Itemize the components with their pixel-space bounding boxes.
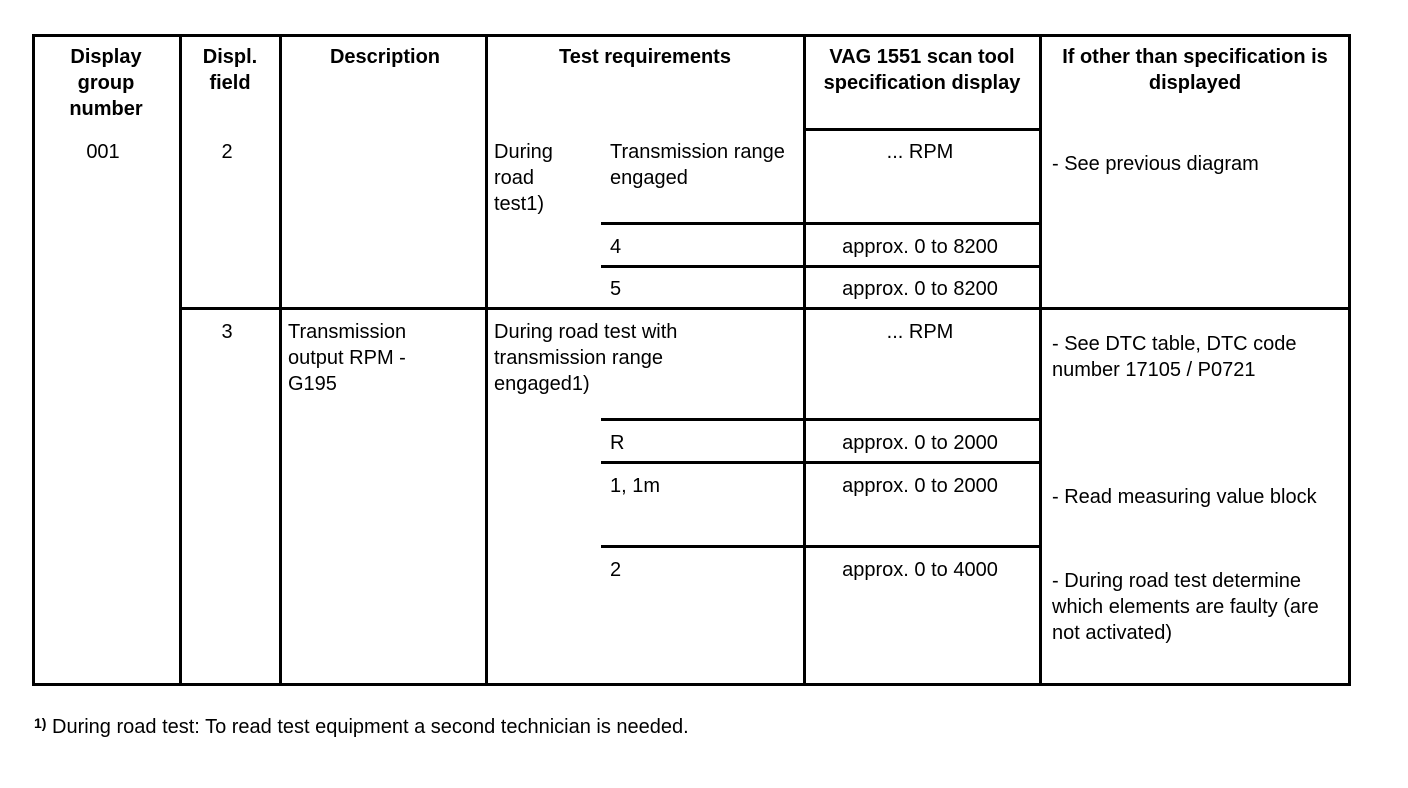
row1-test-sub: Transmission range engaged: [610, 141, 785, 189]
header-field: Displ. field: [202, 46, 258, 94]
row2-spec-3: approx. 0 to 4000: [842, 559, 998, 581]
row2-spec-2: approx. 0 to 2000: [842, 475, 998, 497]
row2-line-b: [601, 461, 1042, 464]
row1-action: - See previous diagram: [1052, 153, 1259, 175]
header-other: If other than specification is displayed: [1062, 46, 1328, 94]
col-divider-1: [179, 34, 182, 686]
row2-range-2: 1, 1m: [610, 475, 661, 497]
footnote: [34, 714, 689, 740]
footnote-text: During road test: To read test equipment a second technician is needed.: [52, 716, 689, 738]
row1-test-condition: During road test1): [494, 141, 553, 215]
row2-spec-header: ... RPM: [886, 321, 954, 343]
row2-description: Transmission output RPM - G195: [288, 321, 407, 395]
row2-line-a: [601, 418, 1042, 421]
row2-action-2: - Read measuring value block: [1052, 486, 1317, 508]
col-divider-3: [485, 34, 488, 686]
spec-header-line: [803, 128, 1042, 131]
header-description: Description: [329, 46, 441, 68]
col-divider-5: [1039, 34, 1042, 686]
row2-line-c: [601, 545, 1042, 548]
row2-range-1: R: [610, 432, 625, 454]
row1-spec-1: approx. 0 to 8200: [842, 236, 998, 258]
header-spec: VAG 1551 scan tool specification display: [823, 46, 1021, 94]
col-divider-2: [279, 34, 282, 686]
row2-spec-1: approx. 0 to 2000: [842, 432, 998, 454]
row1-range-2: 5: [610, 278, 622, 300]
row-separator: [179, 307, 1351, 310]
row2-test-condition: During road test with transmission range engaged1): [494, 321, 678, 395]
row2-action-1: - See DTC table, DTC code number 17105 / P0721: [1052, 333, 1297, 381]
row1-group: 001: [86, 141, 120, 163]
row1-spec-header: ... RPM: [886, 141, 954, 163]
footnote-marker: 1): [34, 715, 47, 731]
header-test: Test requirements: [559, 46, 731, 68]
row1-spec-2: approx. 0 to 8200: [842, 278, 998, 300]
row1-range-1: 4: [610, 236, 622, 258]
row2-action-3: - During road test determine which elements are faulty (are not activated): [1052, 570, 1319, 644]
header-group: Display group number: [69, 46, 143, 120]
row2-field: 3: [221, 321, 233, 343]
row1-field: 2: [221, 141, 233, 163]
row2-range-3: 2: [610, 559, 622, 581]
row1-line-b: [601, 265, 1042, 268]
row1-line-a: [601, 222, 1042, 225]
col-divider-4: [803, 34, 806, 686]
